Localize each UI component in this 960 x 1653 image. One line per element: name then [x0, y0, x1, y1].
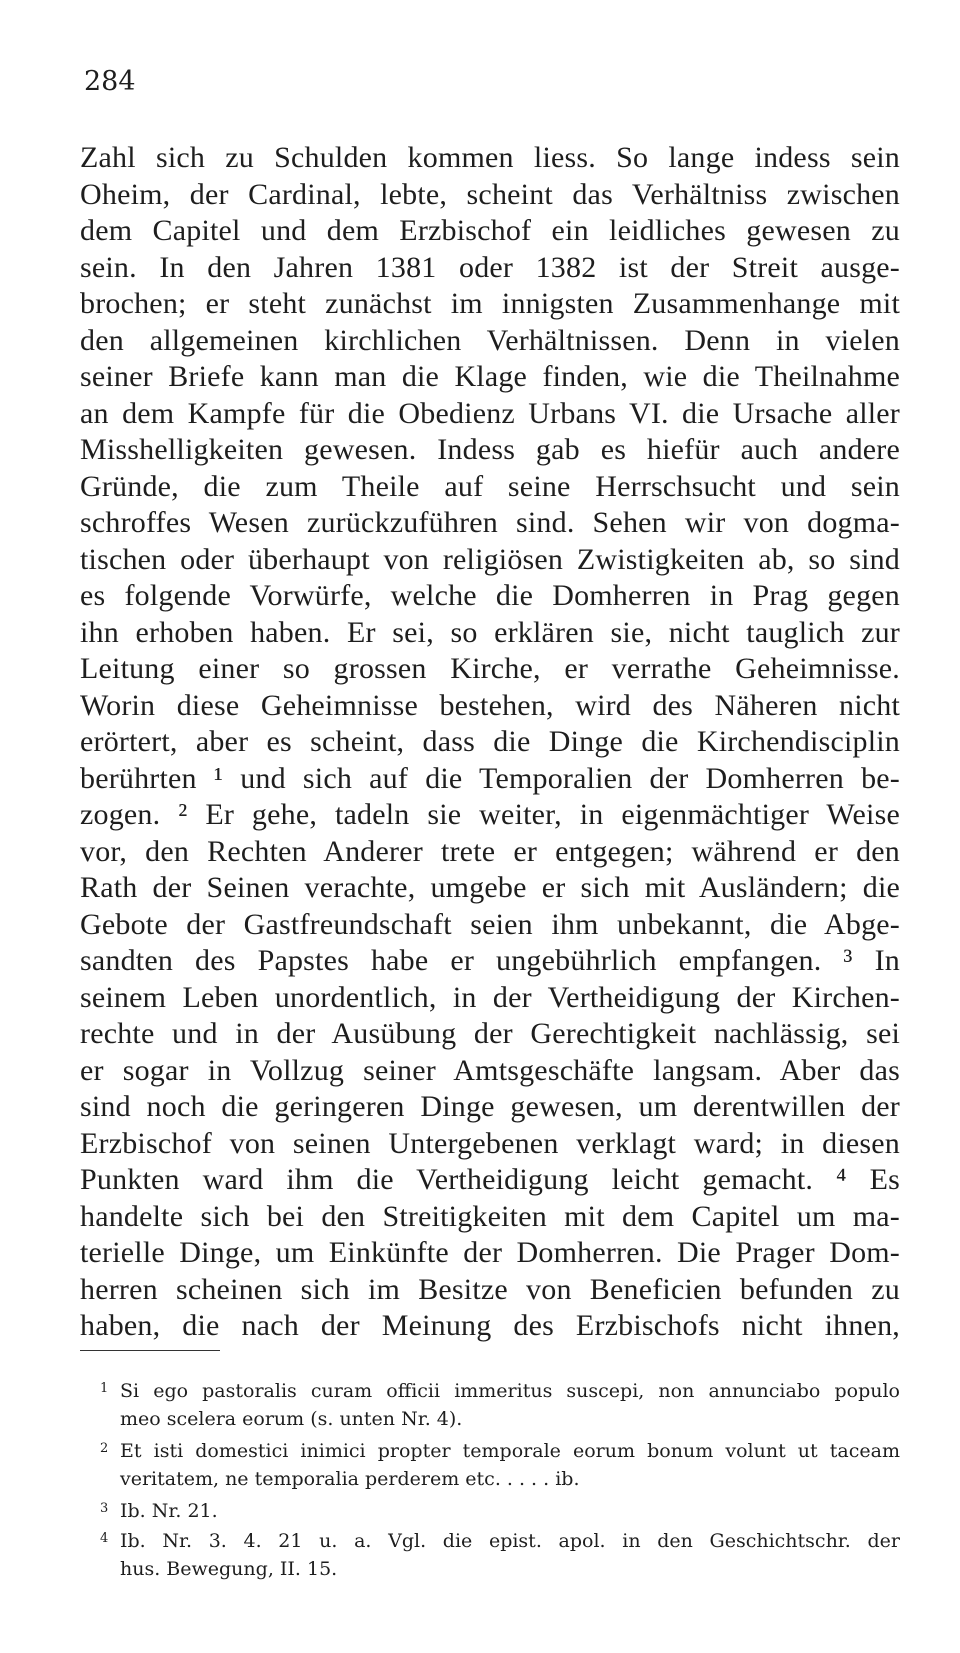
- body-line: berührten ¹ und sich auf die Temporalien der Domherren be-: [80, 761, 900, 795]
- body-line: schroffes Wesen zurückzuführen sind. Sehen wir von dogma-: [80, 506, 900, 539]
- body-line: an dem Kampfe für die Obedienz Urbans VI. die Ursache aller: [80, 396, 900, 430]
- body-line: rechte und in der Ausübung der Gerechtigkeit nachlässig, sei: [80, 1017, 900, 1050]
- body-line: Rath der Seinen verachte, umgebe er sich mit Ausländern; die: [80, 871, 900, 904]
- footnote-text: Ib. Nr. 3. 4. 21 u. a. Vgl. die epist. apol. in den Geschichtschr. der: [120, 1530, 900, 1552]
- body-line: Punkten ward ihm die Vertheidigung leicht gemacht. ⁴ Es: [80, 1163, 900, 1196]
- footnote-marker: 3: [100, 1501, 109, 1516]
- body-line: Gebote der Gastfreundschaft seien ihm unbekannt, die Abge-: [80, 907, 900, 941]
- page-number: 284: [84, 66, 136, 97]
- footnotes: [100, 1374, 900, 1584]
- body-line: terielle Dinge, um Einkünfte der Domherren. Die Prager Dom-: [80, 1236, 900, 1269]
- footnote-line: [100, 1524, 900, 1554]
- footnote-text: Si ego pastoralis curam officii immeritus suscepi, non annunciabo populo: [120, 1380, 900, 1402]
- body-line: dem Capitel und dem Erzbischof ein leidliches gewesen zu: [80, 214, 900, 247]
- body-line: seiner Briefe kann man die Klage finden, wie die Theilnahme: [80, 360, 900, 393]
- footnote-text: meo scelera eorum (s. unten Nr. 4).: [120, 1408, 463, 1430]
- footnote-text: Ib. Nr. 21.: [120, 1500, 218, 1522]
- body-line: brochen; er steht zunächst im innigsten Zusammenhange mit: [80, 287, 900, 320]
- footnote-line: [100, 1494, 900, 1524]
- body-line: handelte sich bei den Streitigkeiten mit dem Capitel um ma-: [80, 1199, 900, 1233]
- footnote-marker: 4: [100, 1531, 109, 1546]
- body-line: Erzbischof von seinen Untergebenen verklagt ward; in diesen: [80, 1126, 900, 1160]
- body-line: Oheim, der Cardinal, lebte, scheint das Verhältniss zwischen: [80, 177, 900, 211]
- body-line: herren scheinen sich im Besitze von Beneficien befunden zu: [80, 1272, 900, 1306]
- body-line: erörtert, aber es scheint, dass die Dinge die Kirchendisciplin: [80, 725, 900, 758]
- body-line: Worin diese Geheimnisse bestehen, wird des Näheren nicht: [80, 688, 900, 722]
- footnote-divider: [80, 1350, 220, 1351]
- body-line: Leitung einer so grossen Kirche, er verrathe Geheimnisse.: [80, 652, 900, 685]
- body-line: seinem Leben unordentlich, in der Vertheidigung der Kirchen-: [80, 980, 900, 1014]
- body-line: den allgemeinen kirchlichen Verhältnissen. Denn in vielen: [80, 323, 900, 357]
- body-line: vor, den Rechten Anderer trete er entgegen; während er den: [80, 834, 900, 868]
- footnote-line: [100, 1404, 900, 1434]
- footnote-marker: 1: [100, 1381, 109, 1396]
- body-line: Misshelligkeiten gewesen. Indess gab es hiefür auch andere: [80, 433, 900, 466]
- body-line: Gründe, die zum Theile auf seine Herrschsucht und sein: [80, 469, 900, 503]
- footnote-line: [100, 1554, 900, 1584]
- body-line: sein. In den Jahren 1381 oder 1382 ist der Streit ausge-: [80, 250, 900, 284]
- body-line: zogen. ² Er gehe, tadeln sie weiter, in eigenmächtiger Weise: [80, 798, 900, 831]
- body-line: sandten des Papstes habe er ungebührlich empfangen. ³ In: [80, 944, 900, 977]
- body-line: haben, die nach der Meinung des Erzbischofs nicht ihnen,: [80, 1309, 900, 1342]
- body-text: [80, 140, 900, 1345]
- footnote-text: veritatem, ne temporalia perderem etc. . . . . ib.: [120, 1468, 580, 1490]
- footnote-line: [100, 1374, 900, 1404]
- footnote-line: [100, 1464, 900, 1494]
- footnote-marker: 2: [100, 1441, 109, 1456]
- footnote-text: hus. Bewegung, II. 15.: [120, 1558, 338, 1580]
- body-line: tischen oder überhaupt von religiösen Zwistigkeiten ab, so sind: [80, 542, 900, 576]
- body-line: ihn erhoben haben. Er sei, so erklären sie, nicht tauglich zur: [80, 615, 900, 649]
- body-line: sind noch die geringeren Dinge gewesen, um derentwillen der: [80, 1090, 900, 1123]
- body-line: Zahl sich zu Schulden kommen liess. So lange indess sein: [80, 141, 900, 174]
- body-line: es folgende Vorwürfe, welche die Domherren in Prag gegen: [80, 579, 900, 612]
- footnote-line: [100, 1434, 900, 1464]
- footnote-text: Et isti domestici inimici propter temporale eorum bonum volunt ut taceam: [120, 1440, 900, 1462]
- body-line: er sogar in Vollzug seiner Amtsgeschäfte langsam. Aber das: [80, 1053, 900, 1087]
